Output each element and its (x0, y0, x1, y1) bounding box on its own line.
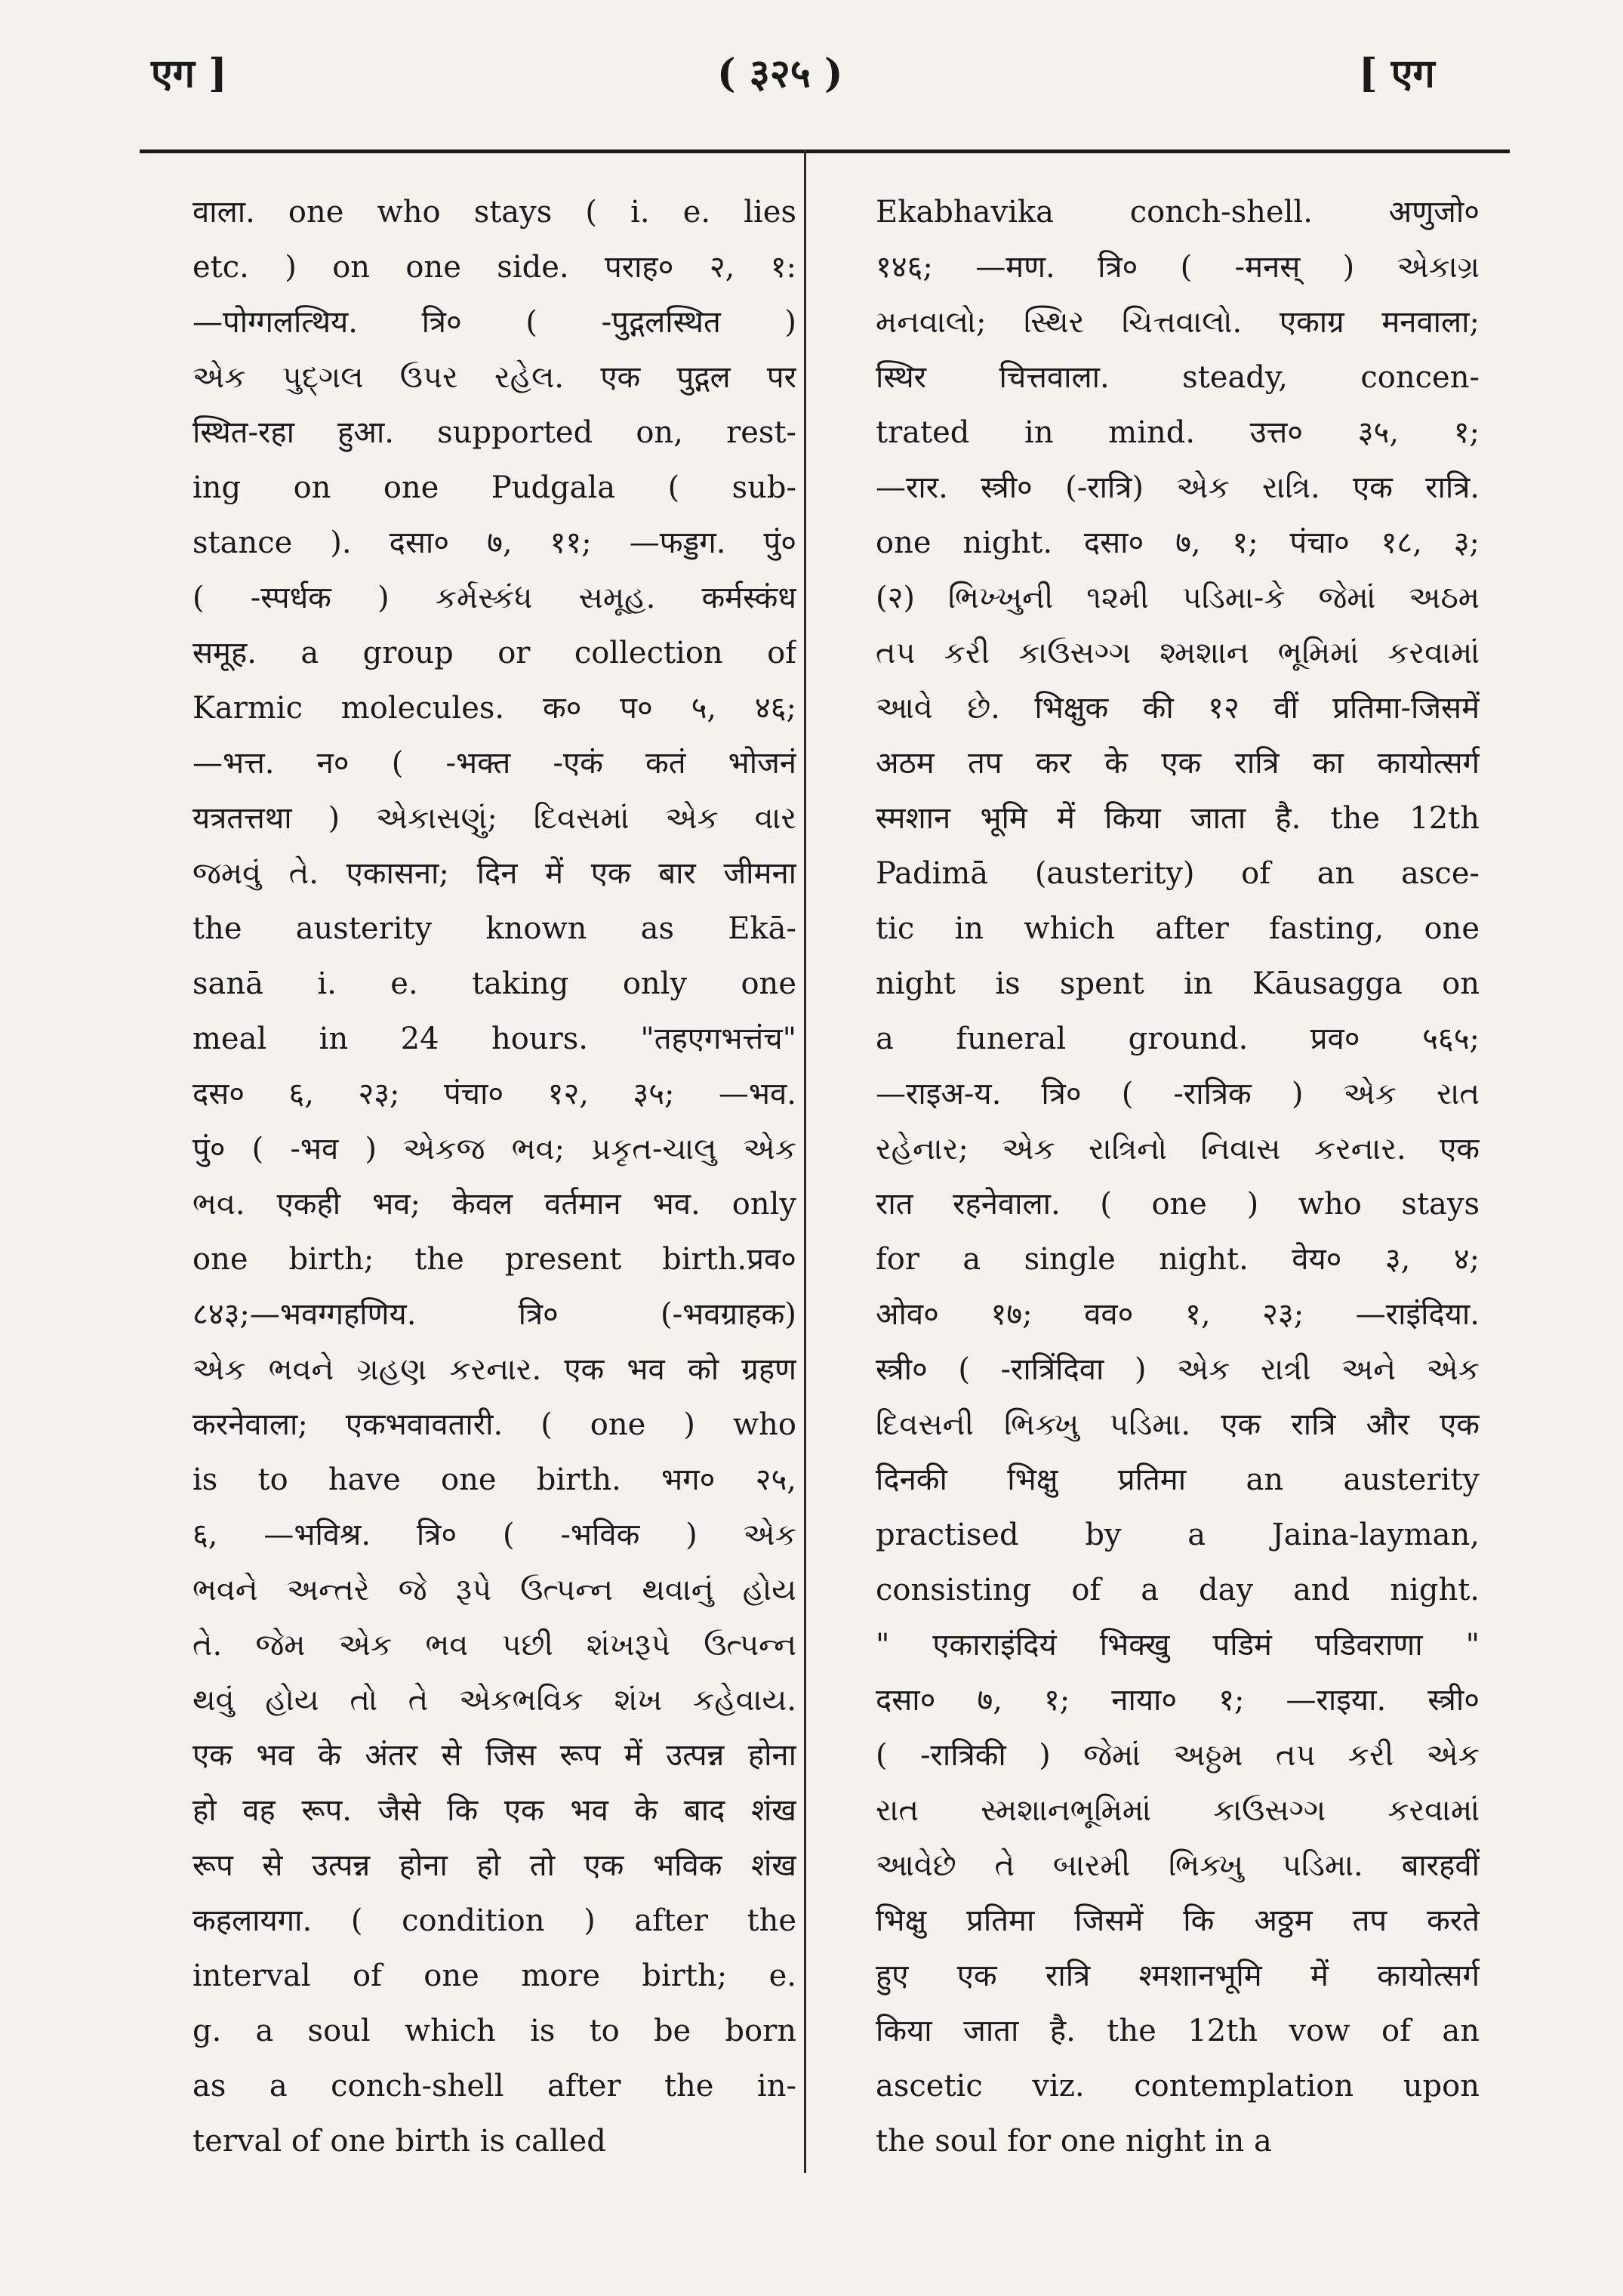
text-line: consisting of a day and night. (876, 1573, 1480, 1607)
text-line: etc. ) on one side. पराह० २, १: (192, 250, 796, 285)
text-line: —राइअ-य. त्रि० ( -रात्रिक ) એક રાત (876, 1077, 1480, 1111)
text-line: यत्रतत्तथा ) એકાસણું; દિવસમાં એક વાર (192, 801, 796, 836)
text-line: स्थिर चित्तवाला. steady, concen- (876, 360, 1480, 395)
text-line: ८४३;—भवग्गहणिय. त्रि० (-भवग्राहक) (192, 1297, 796, 1332)
text-line: the austerity known as Ekā- (192, 911, 796, 946)
text-line: એક ભવને ગ્રહણ કરનાર. एक भव को ग्रहण (192, 1352, 796, 1387)
text-line: as a conch-shell after the in- (192, 2069, 796, 2103)
text-line: दस० ६, २३; पंचा० १२, ३५; —भव. (192, 1077, 796, 1111)
text-line: રહેનાર; એક રાત્રિનો નિવાસ કરનાર. एक (876, 1132, 1480, 1166)
text-line: दसा० ७, १; नाया० १; —राइया. स्त्री० (876, 1683, 1480, 1718)
text-line: trated in mind. उत्त० ३५, १; (876, 415, 1480, 450)
text-line: રાત સ્મશાનભૂમિમાં કાઉસગ્ગ કરવામાં (876, 1793, 1480, 1828)
text-line: દિવસની ભિક્ખુ પડિમા. एक रात्रि और एक (876, 1407, 1480, 1442)
text-line: किया जाता है. the 12th vow of an (876, 2014, 1480, 2048)
text-line: अठम तप कर के एक रात्रि का कायोत्सर्ग (876, 746, 1480, 781)
text-line: करनेवाला; एकभवावतारी. ( one ) who (192, 1407, 796, 1442)
text-line: થવું હોય તો તે એકભવિક શંખ કહેવાય. (192, 1683, 796, 1718)
text-line: તપ કરી કાઉસગ્ગ શ્મશાન ભૂમિમાં કરવામાં (876, 636, 1480, 670)
header-right-guide-word: [ एग (1359, 51, 1435, 97)
text-line: —रार. स्त्री० (-रात्रि) એક રાત્રિ. एक रात्रि. (876, 470, 1480, 505)
text-line: g. a soul which is to be born (192, 2014, 796, 2048)
text-line: रात रहनेवाला. ( one ) who stays (876, 1187, 1480, 1222)
text-line: ભવ. एकही भव; केवल वर्तमान भव. only (192, 1187, 796, 1222)
text-line: Karmic molecules. क० प० ५, ४६; (192, 691, 796, 726)
left-column (192, 185, 796, 2169)
text-line: रूप से उत्पन्न होना हो तो एक भविक शंख (192, 1848, 796, 1883)
text-line: एक भव के अंतर से जिस रूप में उत्पन्न होना (192, 1738, 796, 1773)
text-line: ભવને અન્તરે જે રૂપે ઉત્પન્ન થવાનું હોય (192, 1573, 796, 1607)
text-line: મનવાલો; સ્થિર ચિત્તવાલો. एकाग्र मनवाला; (876, 305, 1480, 340)
text-line: कहलायगा. ( condition ) after the (192, 1903, 796, 1938)
text-line: terval of one birth is called (192, 2124, 606, 2159)
header-rule (140, 149, 1510, 153)
text-line: is to have one birth. भग० २५, (192, 1462, 796, 1497)
text-line: a funeral ground. प्रव० ५६५; (876, 1022, 1480, 1056)
text-line: practised by a Jaina-layman, (876, 1518, 1480, 1552)
text-line: the soul for one night in a (876, 2124, 1272, 2159)
header-left-guide-word: एग ] (151, 51, 227, 97)
text-line: આવેછે તે બારમી ભિક્ખુ પડિમા. बारहवीं (876, 1848, 1480, 1883)
text-line: આવે છે. भिक्षुक की १२ वीं प्रतिमा-जिसमें (876, 691, 1480, 726)
text-line: (२) ભિખ્ખુની ૧૨મી પડિમા-કે જેમાં અઠમ (876, 581, 1480, 615)
page-header (0, 0, 1623, 136)
text-line: જમવું તે. एकासना; दिन में एक बार जीमना (192, 856, 796, 891)
text-line: ( -रात्रिकी ) જેમાં અઠ્ઠમ તપ કરી એક (876, 1738, 1480, 1773)
text-line: स्त्री० ( -रात्रिंदिवा ) એક રાત્રી અને એક (876, 1352, 1480, 1387)
text-line: पुं० ( -भव ) એકજ ભવ; પ્રકૃત-ચાલુ એક (192, 1132, 796, 1166)
column-divider (804, 149, 806, 2173)
text-line: ६, —भविश्र. त्रि० ( -भविक ) એક (192, 1518, 796, 1552)
text-line: स्थित-रहा हुआ. supported on, rest- (192, 415, 796, 450)
page-number: ( ३२५ ) (717, 51, 843, 97)
text-line: for a single night. वेय० ३, ४; (876, 1242, 1480, 1277)
text-line: " एकाराइंदियं भिक्खु पडिमं पडिवराणा " (876, 1628, 1480, 1663)
text-line: one night. दसा० ७, १; पंचा० १८, ३; (876, 525, 1480, 560)
text-line: स्मशान भूमि में किया जाता है. the 12th (876, 801, 1480, 836)
text-line: हो वह रूप. जैसे कि एक भव के बाद शंख (192, 1793, 796, 1828)
text-line: दिनकी भिक्षु प्रतिमा an austerity (876, 1462, 1480, 1497)
text-line: वाला. one who stays ( i. e. lies (192, 195, 796, 230)
text-line: १४६; —मण. त्रि० ( -मनस् ) એકાગ્ર (876, 250, 1480, 285)
text-line: Padimā (austerity) of an asce- (876, 856, 1480, 891)
text-line: night is spent in Kāusagga on (876, 966, 1480, 1001)
text-line: Ekabhavika conch-shell. अणुजो० (876, 195, 1480, 230)
text-line: —भत्त. न० ( -भक्त -एकं कतं भोजनं (192, 746, 796, 781)
text-line: stance ). दसा० ७, ११; —फड्डग. पुं० (192, 525, 796, 560)
text-line: ascetic viz. contemplation upon (876, 2069, 1480, 2103)
text-line: ing on one Pudgala ( sub- (192, 470, 796, 505)
text-line: one birth; the present birth.प्रव० (192, 1242, 796, 1277)
text-line: ( -स्पर्धक ) કર્મસ્કંધ સમૂહ. कर्मस्कंध (192, 581, 796, 615)
text-line: भिक्षु प्रतिमा जिसमें कि अठ्ठम तप करते (876, 1903, 1480, 1938)
right-column (876, 185, 1480, 2169)
text-line: समूह. a group or collection of (192, 636, 796, 670)
text-line: —पोग्गलत्थिय. त्रि० ( -पुद्गलस्थित ) (192, 305, 796, 340)
text-line: ओव० १७; वव० १, २३; —राइंदिया. (876, 1297, 1480, 1332)
text-line: हुए एक रात्रि श्मशानभूमि में कायोत्सर्ग (876, 1959, 1480, 1993)
text-line: interval of one more birth; e. (192, 1959, 796, 1993)
text-line: meal in 24 hours. "तहएगभत्तंच" (192, 1022, 796, 1056)
text-line: tic in which after fasting, one (876, 911, 1480, 946)
text-line: તે. જેમ એક ભવ પછી શંખરૂપે ઉત્પન્ન (192, 1628, 796, 1663)
text-line: એક પુદ્ગલ ઉપર રહેલ. एक पुद्गल पर (192, 360, 796, 395)
text-line: sanā i. e. taking only one (192, 966, 796, 1001)
